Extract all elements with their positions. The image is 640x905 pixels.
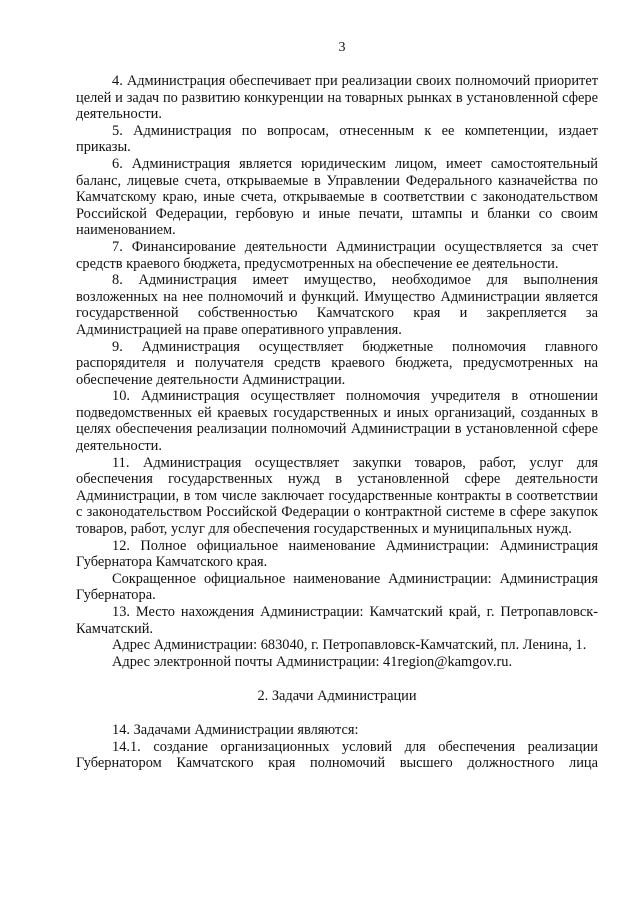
paragraph-short-name: Сокращенное официальное наименование Администрации: Администрация Губернатора. [76, 570, 598, 604]
paragraph-14: 14. Задачами Администрации являются: [112, 721, 359, 738]
paragraph-4: 4. Администрация обеспечивает при реализации своих полномочий приоритет целей и задач по развитию конкуренции на товарных рынках в установленной сфере деятельности. [76, 73, 598, 123]
paragraph-7: 7. Финансирование деятельности Администрации осуществляется за счет средств краевого бюджета, предусмотренных на обеспечение ее деятельности. [76, 238, 598, 272]
section-1-body [76, 73, 598, 670]
paragraph-12: 12. Полное официальное наименование Администрации: Администрация Губернатора Камчатского края. [76, 537, 598, 571]
paragraph-14-1: 14.1. создание организационных условий для обеспечения реализации Губернатором Камчатского края полномочий высшего должностного лица [76, 738, 598, 772]
section-2-body [76, 722, 598, 772]
section-2-heading: 2. Задачи Администрации [257, 688, 417, 705]
paragraph-5: 5. Администрация по вопросам, отнесенным к ее компетенции, издает приказы. [76, 122, 598, 156]
paragraph-13: 13. Место нахождения Администрации: Камчатский край, г. Петропавловск-Камчатский. [76, 604, 598, 637]
paragraph-10: 10. Администрация осуществляет полномочия учредителя в отношении подведомственных ей краевых государственных и иных организаций, созданных в целях обеспечения реализации полномочий Администрации в установленной сфере деятельности. [76, 388, 598, 455]
paragraph-9: 9. Администрация осуществляет бюджетные полномочия главного распорядителя и получателя средств краевого бюджета, предусмотренных на обеспечение деятельности Администрации. [76, 338, 598, 388]
page-number: 3 [338, 40, 346, 55]
paragraph-address: Адрес Администрации: 683040, г. Петропавловск-Камчатский, пл. Ленина, 1. [112, 637, 587, 654]
paragraph-11: 11. Администрация осуществляет закупки товаров, работ, услуг для обеспечения государственных нужд в установленной сфере деятельности Администрации, в том числе заключает государственные контракты в соответствии с законодательством Российской Федерации о контрактной системе в сфере закупок товаров, работ, услуг для обеспечения государственных и муниципальных нужд. [76, 454, 598, 538]
paragraph-email: Адрес электронной почты Администрации: 41region@kamgov.ru. [112, 653, 513, 670]
paragraph-6: 6. Администрация является юридическим лицом, имеет самостоятельный баланс, лицевые счета, открываемые в Управлении Федерального казначейства по Камчатскому краю, иные счета, открываемые в соответствии с законодательством Российской Федерации, гербовую и иные печати, штампы и бланки со своим наименованием. [76, 155, 598, 239]
paragraph-8: 8. Администрация имеет имущество, необходимое для выполнения возложенных на нее полномочий и функций. Имущество Администрации является государственной собственностью Камчатского края и закрепляется за Администрацией на праве оперативного управления. [76, 272, 598, 338]
